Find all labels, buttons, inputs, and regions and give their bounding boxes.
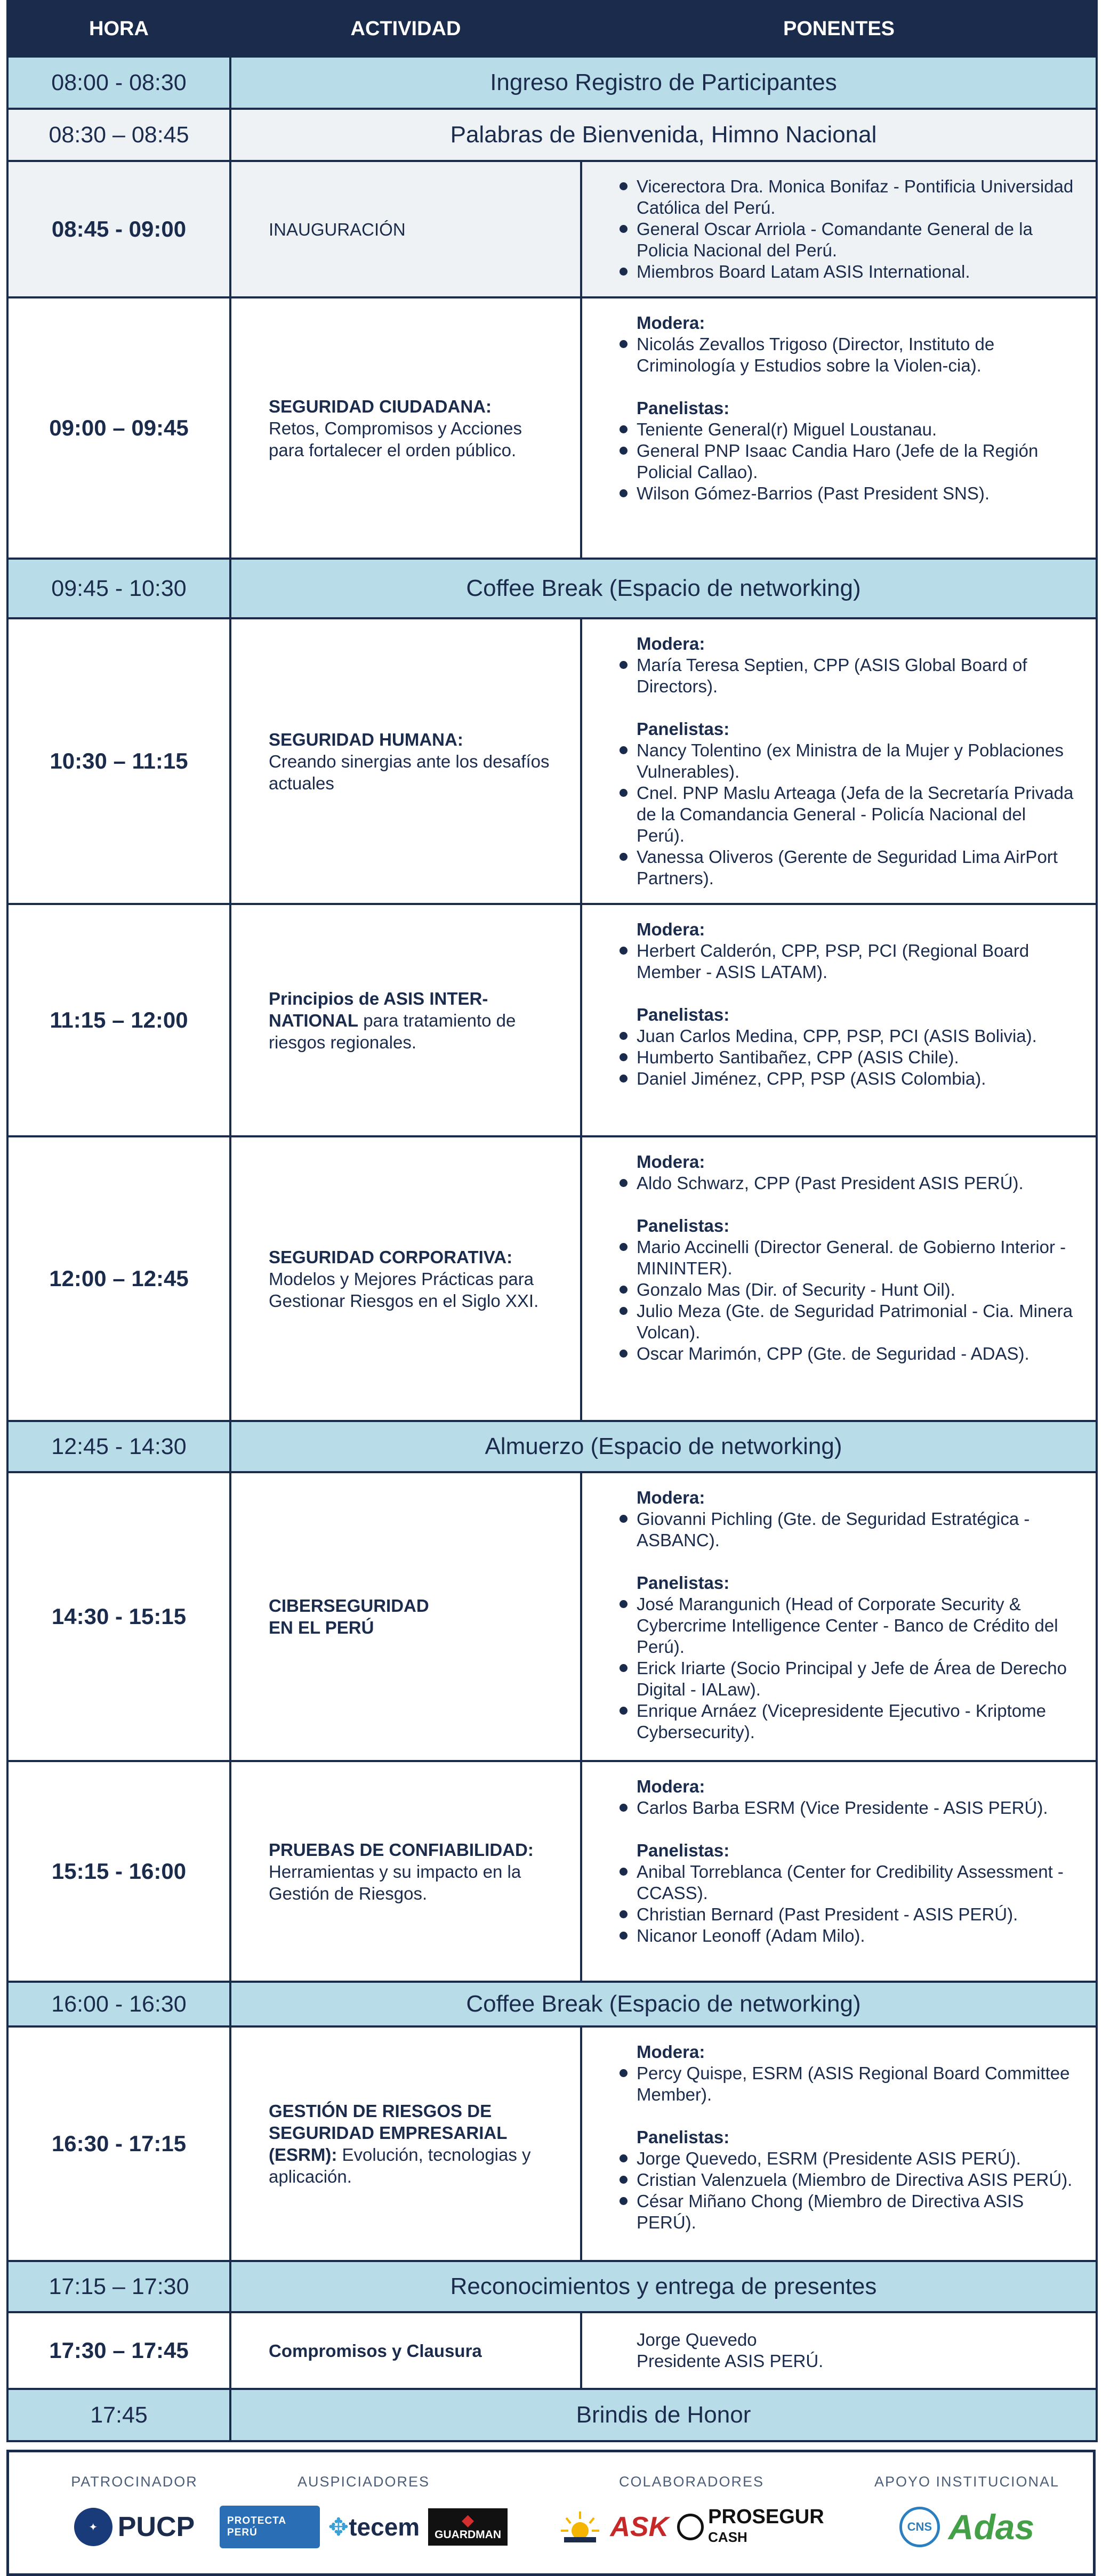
- adas-logo: Adas: [948, 2507, 1035, 2547]
- panelist-item: Anibal Torreblanca (Center for Credibility Assessment - CCASS).: [620, 1861, 1074, 1904]
- panelist-item: Cnel. PNP Maslu Arteaga (Jefa de la Secretaría Privada de la Comandancia General - Policía Nacional del Perú).: [620, 782, 1074, 846]
- panelist-item: Humberto Santibañez, CPP (ASIS Chile).: [620, 1047, 1074, 1068]
- panelists-label: Panelistas:: [637, 398, 730, 418]
- ask-logo: [610, 2511, 669, 2543]
- panelist-item: Jorge Quevedo, ESRM (Presidente ASIS PERÚ).: [620, 2148, 1074, 2169]
- time-cell: 09:00 – 09:45: [7, 297, 230, 559]
- sponsors-panel: [6, 2450, 1096, 2576]
- activity-title: INAUGURACIÓN: [269, 219, 406, 239]
- group-label: COLABORADORES: [618, 2474, 765, 2490]
- session-row: [7, 2026, 1097, 2261]
- moderator-item: María Teresa Septien, CPP (ASIS Global Board of Directors).: [620, 655, 1074, 697]
- session-row: [7, 297, 1097, 559]
- time-cell: 08:00 - 08:30: [7, 56, 230, 109]
- moderator-item: Herbert Calderón, CPP, PSP, PCI (Regional Board Member - ASIS LATAM).: [620, 940, 1074, 983]
- band-title: Coffee Break (Espacio de networking): [230, 559, 1097, 618]
- time-cell: 16:00 - 16:30: [7, 1982, 230, 2026]
- panelist-item: Enrique Arnáez (Vicepresidente Ejecutivo - Kriptome Cybersecurity).: [620, 1700, 1074, 1743]
- header-row: [7, 1, 1097, 56]
- protecta-logo: PROTECTA PERÚ: [220, 2506, 320, 2548]
- group-label: PATROCINADOR: [71, 2474, 198, 2490]
- panelist-item: Vanessa Oliveros (Gerente de Seguridad Lima AirPort Partners).: [620, 846, 1074, 889]
- session-row: [7, 1761, 1097, 1982]
- moderator-item: Aldo Schwarz, CPP (Past President ASIS PERÚ).: [620, 1173, 1074, 1194]
- panelists-label: Panelistas:: [637, 2127, 730, 2147]
- time-cell: 17:15 – 17:30: [7, 2261, 230, 2312]
- band-row: [7, 1982, 1097, 2026]
- band-title: Palabras de Bienvenida, Himno Nacional: [230, 109, 1097, 161]
- pucp-seal-icon: ✦: [74, 2508, 112, 2546]
- band-title: Ingreso Registro de Participantes: [230, 56, 1097, 109]
- speakers-cell: [581, 2312, 1097, 2389]
- panelist-item: Mario Accinelli (Director General. de Gobierno Interior - MININTER).: [620, 1237, 1074, 1279]
- time-cell: 08:45 - 09:00: [7, 161, 230, 297]
- panelist-item: José Marangunich (Head of Corporate Security & Cybercrime Intelligence Center - Banco de Crédito del Perú).: [620, 1594, 1074, 1658]
- time-cell: 08:30 – 08:45: [7, 109, 230, 161]
- time-cell: 15:15 - 16:00: [7, 1761, 230, 1982]
- moderator-item: Giovanni Pichling (Gte. de Seguridad Estratégica - ASBANC).: [620, 1508, 1074, 1551]
- activity-title: PRUEBAS DE CONFIABILIDAD:: [269, 1839, 534, 1860]
- band-row: [7, 559, 1097, 618]
- tecem-mark-icon: ✥: [328, 2513, 349, 2541]
- session-row: [7, 618, 1097, 904]
- session-row: [7, 2312, 1097, 2389]
- guardman-logo-text: GUARDMAN: [435, 2529, 501, 2541]
- moderator-label: Modera:: [637, 1776, 705, 1796]
- activity-description: para tratamiento de riesgos regionales.: [269, 1010, 516, 1052]
- activity-cell: [230, 618, 581, 904]
- prosegur-logo-text: PROSEGUR: [708, 2506, 824, 2528]
- moderator-item: Nicolás Zevallos Trigoso (Director, Instituto de Criminología y Estudios sobre la Violen-cia).: [620, 334, 1074, 376]
- session-row: [7, 161, 1097, 297]
- speaker-item: Vicerectora Dra. Monica Bonifaz - Pontificia Universidad Católica del Perú.: [620, 176, 1074, 219]
- panelists-label: Panelistas:: [637, 1216, 730, 1235]
- activity-cell: [230, 2312, 581, 2389]
- activity-cell: [230, 1136, 581, 1421]
- panelist-item: Oscar Marimón, CPP (Gte. de Seguridad - ADAS).: [620, 1343, 1074, 1364]
- activity-cell: [230, 1761, 581, 1982]
- moderator-label: Modera:: [637, 1152, 705, 1172]
- activity-title: GESTIÓN DE RIESGOS DE SEGURIDAD EMPRESARIAL (ESRM):: [269, 2101, 507, 2165]
- time-cell: 09:45 - 10:30: [7, 559, 230, 618]
- sponsor-group-auspiciadores: [220, 2452, 508, 2573]
- tecem-logo-text: tecem: [349, 2513, 420, 2541]
- pucp-logo: [74, 2508, 195, 2546]
- speakers-cell: [581, 904, 1097, 1136]
- group-label: APOYO INSTITUCIONAL: [874, 2474, 1060, 2490]
- guardman-mark-icon: ◆: [462, 2512, 474, 2529]
- sun-logo-icon: [559, 2508, 601, 2546]
- panelists-label: Panelistas:: [637, 1840, 730, 1860]
- activity-description: Herramientas y su impacto en la Gestión de Riesgos.: [269, 1861, 521, 1903]
- moderator-item: Percy Quispe, ESRM (ASIS Regional Board Committee Member).: [620, 2063, 1074, 2105]
- panelist-item: Gonzalo Mas (Dir. of Security - Hunt Oil).: [620, 1279, 1074, 1301]
- prosegur-cash-text: CASH: [708, 2529, 747, 2545]
- band-row: [7, 2389, 1097, 2441]
- moderator-label: Modera:: [637, 2042, 705, 2062]
- activity-description: Modelos y Mejores Prácticas para Gestionar Riesgos en el Siglo XXI.: [269, 1269, 539, 1311]
- band-row: [7, 2261, 1097, 2312]
- group-label: AUSPICIADORES: [297, 2474, 430, 2490]
- ask-logo-text: ASK: [610, 2512, 669, 2542]
- cns-logo: [899, 2507, 940, 2547]
- speakers-cell: [581, 1761, 1097, 1982]
- time-cell: 12:45 - 14:30: [7, 1421, 230, 1472]
- session-row: [7, 1136, 1097, 1421]
- panelist-item: Julio Meza (Gte. de Seguridad Patrimonial - Cia. Minera Volcan).: [620, 1301, 1074, 1343]
- band-title: Reconocimientos y entrega de presentes: [230, 2261, 1097, 2312]
- speakers-cell: [581, 618, 1097, 904]
- speaker-item: Miembros Board Latam ASIS International.: [620, 261, 1074, 282]
- speakers-cell: [581, 161, 1097, 297]
- closing-speaker-role: Presidente ASIS PERÚ.: [637, 2351, 824, 2371]
- activity-title: Principios de ASIS INTER-NATIONAL: [269, 988, 488, 1030]
- speakers-cell: [581, 1472, 1097, 1761]
- moderator-label: Modera:: [637, 634, 705, 653]
- sponsor-group-apoyo: [841, 2452, 1093, 2573]
- band-title: Brindis de Honor: [230, 2389, 1097, 2441]
- moderator-label: Modera:: [637, 313, 705, 333]
- activity-title: SEGURIDAD CORPORATIVA:: [269, 1247, 513, 1267]
- activity-cell: [230, 161, 581, 297]
- activity-cell: [230, 1472, 581, 1761]
- time-cell: 11:15 – 12:00: [7, 904, 230, 1136]
- band-row: [7, 109, 1097, 161]
- sponsor-group-colaboradores: [521, 2452, 862, 2573]
- band-row: [7, 56, 1097, 109]
- speakers-cell: [581, 2026, 1097, 2261]
- activity-title: CIBERSEGURIDAD EN EL PERÚ: [269, 1596, 429, 1637]
- speakers-cell: [581, 297, 1097, 559]
- time-cell: 14:30 - 15:15: [7, 1472, 230, 1761]
- panelist-item: César Miñano Chong (Miembro de Directiva ASIS PERÚ).: [620, 2191, 1074, 2233]
- moderator-label: Modera:: [637, 919, 705, 939]
- panelists-label: Panelistas:: [637, 719, 730, 739]
- activity-title: SEGURIDAD HUMANA:: [269, 729, 463, 749]
- activity-title: Compromisos y Clausura: [269, 2340, 482, 2361]
- activity-description: Retos, Compromisos y Acciones para fortalecer el orden público.: [269, 418, 522, 460]
- session-row: [7, 1472, 1097, 1761]
- guardman-logo: [428, 2508, 508, 2546]
- panelists-label: Panelistas:: [637, 1573, 730, 1593]
- panelist-item: Christian Bernard (Past President - ASIS PERÚ).: [620, 1904, 1074, 1925]
- time-cell: 17:30 – 17:45: [7, 2312, 230, 2389]
- panelist-item: Teniente General(r) Miguel Loustanau.: [620, 419, 1074, 440]
- activity-description: Evolución, tecnologias y aplicación.: [269, 2145, 531, 2186]
- panelists-label: Panelistas:: [637, 1005, 730, 1024]
- panelist-item: General PNP Isaac Candia Haro (Jefe de la Región Policial Callao).: [620, 440, 1074, 483]
- band-title: Almuerzo (Espacio de networking): [230, 1421, 1097, 1472]
- header-actividad: ACTIVIDAD: [230, 1, 581, 56]
- header-hora: HORA: [7, 1, 230, 56]
- moderator-item: Carlos Barba ESRM (Vice Presidente - ASIS PERÚ).: [620, 1797, 1074, 1819]
- panelist-item: Daniel Jiménez, CPP, PSP (ASIS Colombia).: [620, 1068, 1074, 1089]
- header-ponentes: PONENTES: [581, 1, 1097, 56]
- activity-cell: [230, 904, 581, 1136]
- panelist-item: Nancy Tolentino (ex Ministra de la Mujer y Poblaciones Vulnerables).: [620, 740, 1074, 782]
- time-cell: 12:00 – 12:45: [7, 1136, 230, 1421]
- speaker-item: General Oscar Arriola - Comandante General de la Policia Nacional del Perú.: [620, 219, 1074, 261]
- activity-title: SEGURIDAD CIUDADANA:: [269, 396, 492, 416]
- agenda-table: [6, 0, 1098, 2442]
- moderator-label: Modera:: [637, 1488, 705, 1507]
- panelist-item: Juan Carlos Medina, CPP, PSP, PCI (ASIS Bolivia).: [620, 1025, 1074, 1047]
- time-cell: 10:30 – 11:15: [7, 618, 230, 904]
- pucp-logo-text: PUCP: [117, 2512, 195, 2542]
- panelist-item: Erick Iriarte (Socio Principal y Jefe de Área de Derecho Digital - IALaw).: [620, 1658, 1074, 1700]
- tecem-logo: [328, 2513, 420, 2541]
- panelist-item: Wilson Gómez-Barrios (Past President SNS).: [620, 483, 1074, 504]
- panelist-item: Cristian Valenzuela (Miembro de Directiva ASIS PERÚ).: [620, 2169, 1074, 2191]
- cns-logo-text: CNS: [899, 2507, 940, 2547]
- session-row: [7, 904, 1097, 1136]
- prosegur-circle-icon: [677, 2514, 704, 2540]
- speakers-cell: [581, 1136, 1097, 1421]
- activity-description: Creando sinergias ante los desafíos actuales: [269, 751, 550, 793]
- prosegur-logo: [677, 2507, 824, 2547]
- closing-speaker: Jorge Quevedo: [637, 2330, 757, 2349]
- time-cell: 16:30 - 17:15: [7, 2026, 230, 2261]
- activity-cell: [230, 297, 581, 559]
- activity-cell: [230, 2026, 581, 2261]
- band-row: [7, 1421, 1097, 1472]
- panelist-item: Nicanor Leonoff (Adam Milo).: [620, 1925, 1074, 1947]
- time-cell: 17:45: [7, 2389, 230, 2441]
- band-title: Coffee Break (Espacio de networking): [230, 1982, 1097, 2026]
